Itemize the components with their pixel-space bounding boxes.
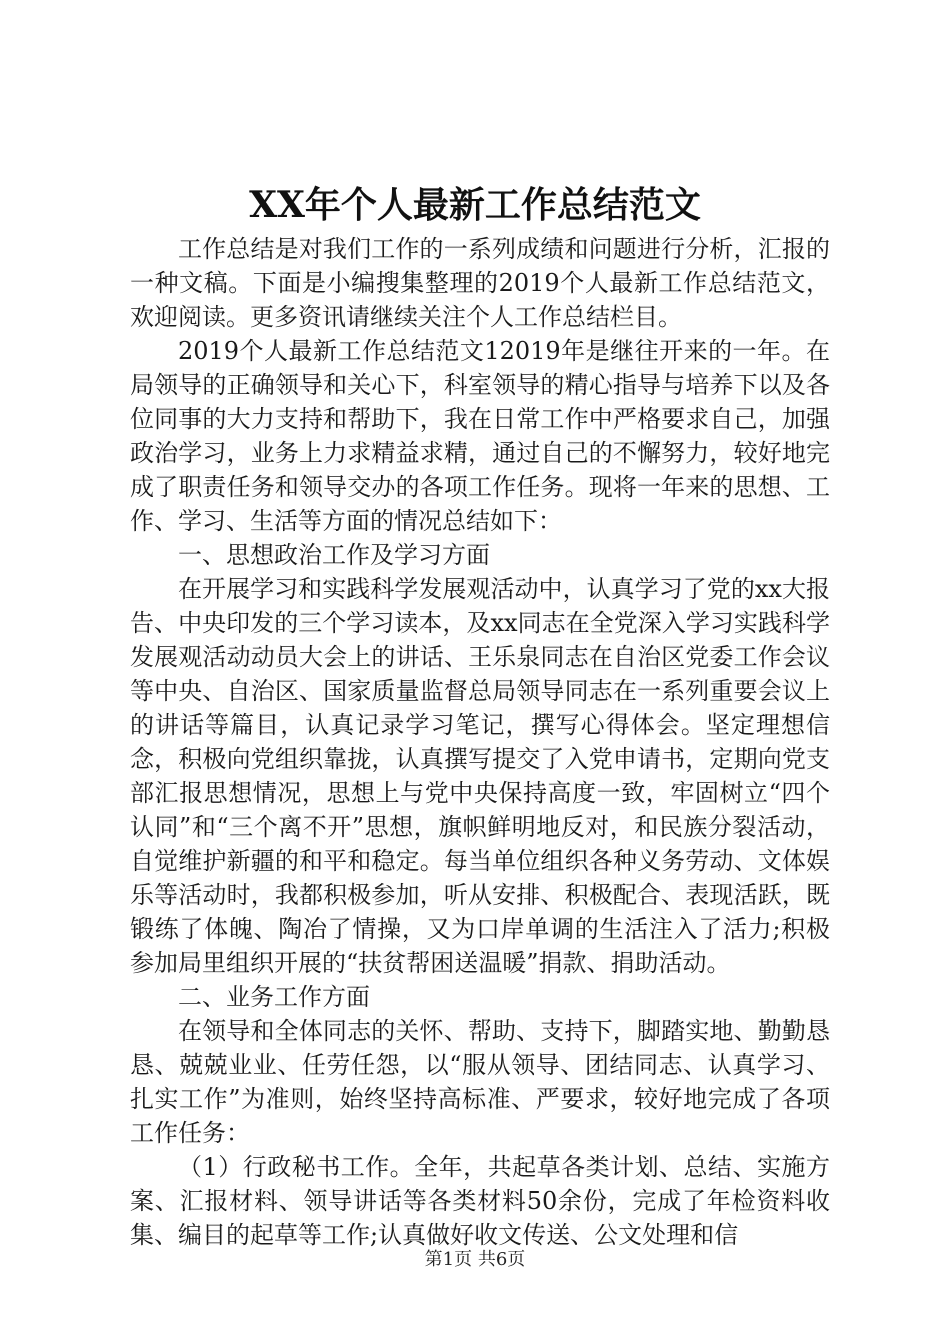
paragraph-business-work: 在领导和全体同志的关怀、帮助、支持下，脚踏实地、勤勤恳恳、兢兢业业、任劳任怨，以“服从领导、团结同志、认真学习、扎实工作”为准则，始终坚持高标准、严要求，较好地完成了各项工作任务： xyxy=(130,1017,830,1147)
paragraph-overview: 2019个人最新工作总结范文12019年是继往开来的一年。在局领导的正确领导和关心下，科室领导的精心指导与培养下以及各位同事的大力支持和帮助下，我在日常工作中严格要求自己，加强政治学习，业务上力求精益求精，通过自己的不懈努力，较好地完成了职责任务和领导交办的各项工作任务。现将一年来的思想、工作、学习、生活等方面的情况总结如下： xyxy=(130,337,830,535)
section-heading-business-work: 二、业务工作方面 xyxy=(178,983,370,1011)
document-title: XX年个人最新工作总结范文 xyxy=(249,184,701,226)
document-body xyxy=(130,232,830,1252)
page-number-footer: 第1页 共6页 xyxy=(424,1249,526,1270)
paragraph-secretary-work: （1）行政秘书工作。全年，共起草各类计划、总结、实施方案、汇报材料、领导讲话等各类材料50余份，完成了年检资料收集、编目的起草等工作;认真做好收文传送、公文处理和信 xyxy=(130,1153,830,1249)
section-heading-political-study: 一、思想政治工作及学习方面 xyxy=(178,541,490,569)
paragraph-intro: 工作总结是对我们工作的一系列成绩和问题进行分析，汇报的一种文稿。下面是小编搜集整理的2019个人最新工作总结范文，欢迎阅读。更多资讯请继续关注个人工作总结栏目。 xyxy=(130,235,830,331)
paragraph-political-study: 在开展学习和实践科学发展观活动中，认真学习了党的xx大报告、中央印发的三个学习读本，及xx同志在全党深入学习实践科学发展观活动动员大会上的讲话、王乐泉同志在自治区党委工作会议等中央、自治区、国家质量监督总局领导同志在一系列重要会议上的讲话等篇目，认真记录学习笔记，撰写心得体会。坚定理想信念，积极向党组织靠拢，认真撰写提交了入党申请书，定期向党支部汇报思想情况，思想上与党中央保持高度一致，牢固树立“四个认同”和“三个离不开”思想，旗帜鲜明地反对，和民族分裂活动，自觉维护新疆的和平和稳定。每当单位组织各种义务劳动、文体娱乐等活动时，我都积极参加，听从安排、积极配合、表现活跃，既锻练了体魄、陶冶了情操，又为口岸单调的生活注入了活力;积极参加局里组织开展的“扶贫帮困送温暖”捐款、捐助活动。 xyxy=(130,575,830,977)
